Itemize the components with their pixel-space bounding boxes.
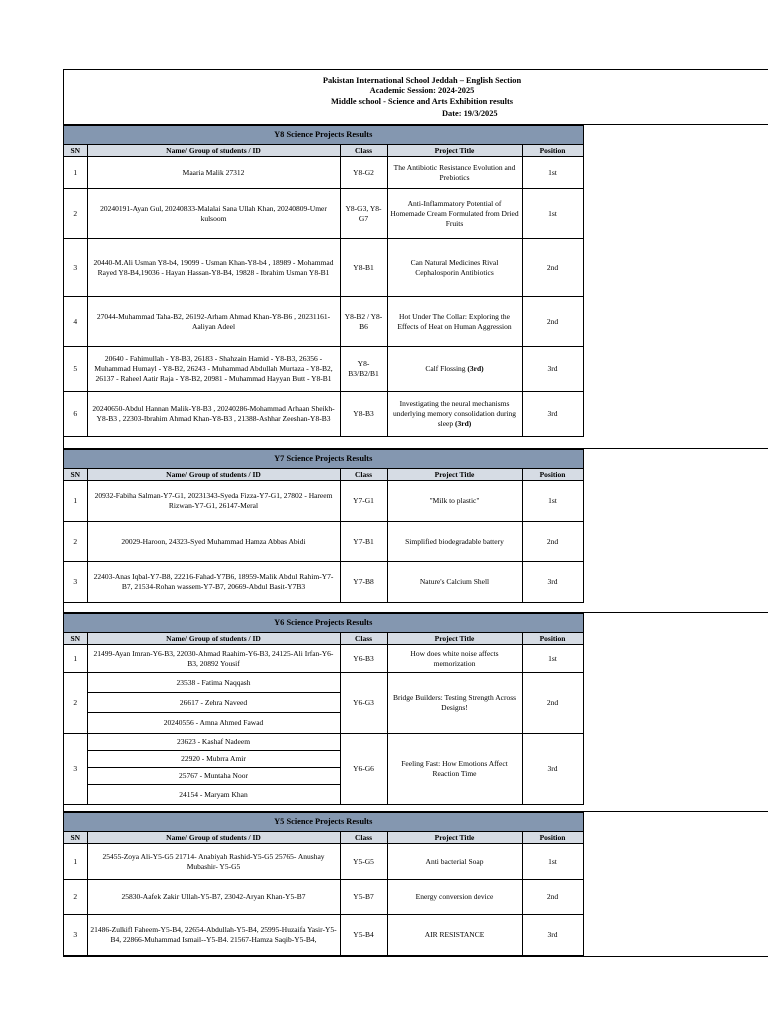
results-sections [64, 125, 768, 956]
results-table [64, 125, 768, 437]
section-gap [64, 437, 768, 449]
serial-number: 4 [64, 297, 87, 347]
section-title-row [64, 813, 768, 832]
class-cell: Y8-B3 [340, 392, 387, 437]
blank-cell [583, 562, 768, 603]
column-header-name: Name/ Group of students / ID [87, 145, 340, 157]
project-title-text: Investigating the neural mechanisms underlying memory consolidation during sleep [392, 399, 517, 428]
project-title [387, 844, 522, 880]
class-cell: Y8-B2 / Y8-B6 [340, 297, 387, 347]
column-header-position: Position [522, 832, 583, 844]
table-row [64, 562, 768, 603]
class-cell: Y8-B1 [340, 239, 387, 297]
position-cell: 1st [522, 844, 583, 880]
class-cell: Y7-B1 [340, 522, 387, 562]
position-cell: 2nd [522, 297, 583, 347]
position-cell: 2nd [522, 880, 583, 915]
position-cell: 3rd [522, 915, 583, 956]
column-header-title: Project Title [387, 469, 522, 481]
student-names: 25830-Aafek Zakir Ullah-Y5-B7, 23042-Aryan Khan-Y5-B7 [87, 880, 340, 915]
student-names: 20240191-Ayan Gul, 20240833-Malalai Sana Ullah Khan, 20240809-Umer kulsoom [87, 189, 340, 239]
project-title [387, 157, 522, 189]
position-cell: 1st [522, 157, 583, 189]
table-row [64, 522, 768, 562]
student-names: 27044-Muhammad Taha-B2, 26192-Arham Ahmad Khan-Y8-B6 , 20231161-Aaliyan Adeel [87, 297, 340, 347]
student-name: 26617 - Zehra Naveed [87, 693, 340, 713]
column-header-class: Class [340, 633, 387, 645]
student-names: 20240650-Abdul Hannan Malik-Y8-B3 , 20240286-Mohammad Arhaan Sheikh-Y8-B3 , 22303-Ibrahim Ahmad Khan-Y8-B3 , 21388-Ashhar Zeeshan-Y8-B3 [87, 392, 340, 437]
project-title [387, 392, 522, 437]
project-title [387, 481, 522, 522]
document-date: Date: 19/3/2025 [442, 109, 498, 118]
column-header-position: Position [522, 145, 583, 157]
serial-number: 2 [64, 189, 87, 239]
serial-number: 3 [64, 915, 87, 956]
column-header-name: Name/ Group of students / ID [87, 832, 340, 844]
project-title: Feeling Fast: How Emotions Affect Reaction Time [387, 734, 522, 805]
blank-cell [583, 157, 768, 189]
serial-number: 3 [64, 562, 87, 603]
project-title [387, 880, 522, 915]
blank-cell [583, 713, 768, 734]
class-cell: Y6-B3 [340, 645, 387, 673]
position-cell: 2nd [522, 239, 583, 297]
section-title-row [64, 126, 768, 145]
class-cell: Y5-G5 [340, 844, 387, 880]
blank-cell [583, 481, 768, 522]
position-cell: 3rd [522, 392, 583, 437]
blank-cell [583, 297, 768, 347]
table-row [64, 239, 768, 297]
project-title-rank: (3rd) [455, 419, 472, 428]
class-cell: Y8-B3/B2/B1 [340, 347, 387, 392]
position-cell: 1st [522, 645, 583, 673]
column-header-name: Name/ Group of students / ID [87, 633, 340, 645]
blank-cell [583, 915, 768, 956]
serial-number: 5 [64, 347, 87, 392]
table-row [64, 297, 768, 347]
table-row [64, 734, 768, 751]
student-names: 20440-M.Ali Usman Y8-b4, 19099 - Usman Khan-Y8-b4 , 18989 - Mohammad Rayed Y8-B4,19036 - Hayan Hassan-Y8-B4, 19828 - Ibrahim Usman Y8-B1 [87, 239, 340, 297]
column-header-sn: SN [64, 469, 87, 481]
column-header-sn: SN [64, 832, 87, 844]
blank-cell [583, 450, 768, 469]
blank-cell [583, 880, 768, 915]
table-row [64, 347, 768, 392]
student-name: 25767 - Muntaha Noor [87, 768, 340, 785]
blank-cell [583, 614, 768, 633]
class-cell: Y8-G3, Y8-G7 [340, 189, 387, 239]
position-cell: 2nd [522, 522, 583, 562]
student-names: 21499-Ayan Imran-Y6-B3, 22030-Ahmad Raahim-Y6-B3, 24125-Ali Irfan-Y6-B3, 20892 Yousif [87, 645, 340, 673]
class-cell: Y7-B8 [340, 562, 387, 603]
exhibition-title: Middle school - Science and Arts Exhibition results [330, 97, 514, 106]
blank-cell [583, 693, 768, 713]
student-name: 22920 - Mubrra Amir [87, 751, 340, 768]
results-table [64, 449, 768, 603]
school-name: Pakistan International School Jeddah – English Section [322, 76, 522, 85]
project-title-rank: (3rd) [467, 364, 484, 373]
blank-cell [583, 126, 768, 145]
position-cell: 3rd [522, 562, 583, 603]
student-names: 20932-Fabiha Salman-Y7-G1, 20231343-Syeda Fizza-Y7-G1, 27802 - Hareem Rizwan-Y7-G1, 26147-Meral [87, 481, 340, 522]
blank-cell [583, 469, 768, 481]
project-title [387, 347, 522, 392]
table-row [64, 844, 768, 880]
project-title-text: Can Natural Medicines Rival Cephalosporin Antibiotics [410, 257, 499, 277]
section-title: Y8 Science Projects Results [64, 126, 583, 145]
student-names: 25455-Zoya Ali-Y5-G5 21714- Anabiyah Rashid-Y5-G5 25765- Anushay Mubashir- Y5-G5 [87, 844, 340, 880]
blank-cell [583, 734, 768, 751]
blank-cell [583, 785, 768, 805]
project-title-text: The Antibiotic Resistance Evolution and Prebiotics [393, 162, 516, 182]
blank-cell [583, 813, 768, 832]
position-cell: 2nd [522, 673, 583, 734]
blank-cell [583, 239, 768, 297]
project-title-text: Calf Flossing [425, 364, 466, 373]
column-header-title: Project Title [387, 145, 522, 157]
project-title-text: AIR RESISTANCE [424, 930, 485, 939]
blank-cell [583, 392, 768, 437]
student-names: 20640 - Fahimullah - Y8-B3, 26183 - Shahzain Hamid - Y8-B3, 26356 - Muhammad Humayl - Y8-B2, 26243 - Muhammad Abdullah Murtaza - Y8-B2, 26137 - Raheel Aatir Raja - Y8-B2, 20981 - Muhammad Hayyan Butt - Y8-B1 [87, 347, 340, 392]
position-cell: 1st [522, 189, 583, 239]
student-names: Maaria Malik 27312 [87, 157, 340, 189]
project-title [387, 239, 522, 297]
academic-session: Academic Session: 2024-2025 [369, 86, 475, 95]
blank-cell [583, 645, 768, 673]
project-title [387, 297, 522, 347]
column-header-class: Class [340, 145, 387, 157]
project-title-text: Simplified biodegradable battery [405, 536, 504, 546]
table-row [64, 157, 768, 189]
section-title: Y5 Science Projects Results [64, 813, 583, 832]
student-name: 23538 - Fatima Naqqash [87, 673, 340, 693]
project-title [387, 562, 522, 603]
column-header-row [64, 633, 768, 645]
class-cell: Y5-B7 [340, 880, 387, 915]
document-header [64, 70, 768, 125]
class-cell: Y6-G6 [340, 734, 387, 805]
serial-number: 2 [64, 673, 87, 734]
table-row [64, 392, 768, 437]
project-title-text: Anti-Inflammatory Potential of Homemade Cream Formulated from Dried Fruits [390, 198, 519, 228]
project-title: Bridge Builders: Testing Strength Across Designs! [387, 673, 522, 734]
student-name: 23623 - Kashaf Nadeem [87, 734, 340, 751]
blank-cell [583, 347, 768, 392]
table-row [64, 481, 768, 522]
column-header-position: Position [522, 469, 583, 481]
blank-cell [583, 145, 768, 157]
blank-cell [583, 832, 768, 844]
project-title-text: Anti bacterial Soap [425, 856, 484, 866]
column-header-sn: SN [64, 633, 87, 645]
column-header-class: Class [340, 469, 387, 481]
serial-number: 3 [64, 734, 87, 805]
serial-number: 2 [64, 880, 87, 915]
blank-cell [583, 844, 768, 880]
table-row [64, 880, 768, 915]
serial-number: 2 [64, 522, 87, 562]
section-gap [64, 603, 768, 613]
class-cell: Y7-G1 [340, 481, 387, 522]
project-title-text: How does white noise affects memorization [410, 648, 499, 668]
project-title [387, 522, 522, 562]
project-title-text: Energy conversion device [415, 892, 494, 901]
class-cell: Y8-G2 [340, 157, 387, 189]
project-title [387, 645, 522, 673]
results-table [64, 613, 768, 805]
serial-number: 1 [64, 157, 87, 189]
results-sheet [63, 69, 768, 957]
section-title: Y7 Science Projects Results [64, 450, 583, 469]
section-title-row [64, 614, 768, 633]
project-title [387, 189, 522, 239]
section-title-row [64, 450, 768, 469]
serial-number: 6 [64, 392, 87, 437]
blank-cell [583, 751, 768, 768]
student-name: 20240556 - Amna Ahmed Fawad [87, 713, 340, 734]
student-names: 20029-Haroon, 24323-Syed Muhammad Hamza Abbas Abidi [87, 522, 340, 562]
column-header-row [64, 145, 768, 157]
position-cell: 3rd [522, 734, 583, 805]
position-cell: 1st [522, 481, 583, 522]
results-table [64, 812, 768, 956]
project-title-text: "Milk to plastic" [429, 496, 480, 505]
class-cell: Y6-G3 [340, 673, 387, 734]
student-names: 21486-Zulkifl Faheem-Y5-B4, 22654-Abdullah-Y5-B4, 25995-Huzaifa Yasir-Y5-B4, 22866-Muhammad Ismail--Y5-B4. 21567-Hamza Saqib-Y5-B4, [87, 915, 340, 956]
table-row [64, 915, 768, 956]
column-header-sn: SN [64, 145, 87, 157]
position-cell: 3rd [522, 347, 583, 392]
blank-cell [583, 189, 768, 239]
table-row [64, 673, 768, 693]
column-header-row [64, 832, 768, 844]
column-header-title: Project Title [387, 633, 522, 645]
project-title-text: Nature's Calcium Shell [419, 577, 490, 586]
column-header-name: Name/ Group of students / ID [87, 469, 340, 481]
project-title [387, 915, 522, 956]
class-cell: Y5-B4 [340, 915, 387, 956]
project-title-text: Hot Under The Collar: Exploring the Effects of Heat on Human Aggression [397, 311, 512, 331]
section-gap [64, 805, 768, 812]
blank-cell [583, 633, 768, 645]
student-name: 24154 - Maryam Khan [87, 785, 340, 805]
column-header-row [64, 469, 768, 481]
column-header-class: Class [340, 832, 387, 844]
blank-cell [583, 522, 768, 562]
column-header-title: Project Title [387, 832, 522, 844]
table-row [64, 189, 768, 239]
serial-number: 1 [64, 844, 87, 880]
blank-cell [583, 673, 768, 693]
serial-number: 1 [64, 481, 87, 522]
student-names: 22403-Anas Iqbal-Y7-B8, 22216-Fahad-Y7B6, 18959-Malik Abdul Rahim-Y7-B7, 21534-Rohan wassem-Y7-B7, 20669-Abdul Basit-Y7B3 [87, 562, 340, 603]
table-row [64, 645, 768, 673]
column-header-position: Position [522, 633, 583, 645]
serial-number: 1 [64, 645, 87, 673]
serial-number: 3 [64, 239, 87, 297]
blank-cell [583, 768, 768, 785]
section-title: Y6 Science Projects Results [64, 614, 583, 633]
